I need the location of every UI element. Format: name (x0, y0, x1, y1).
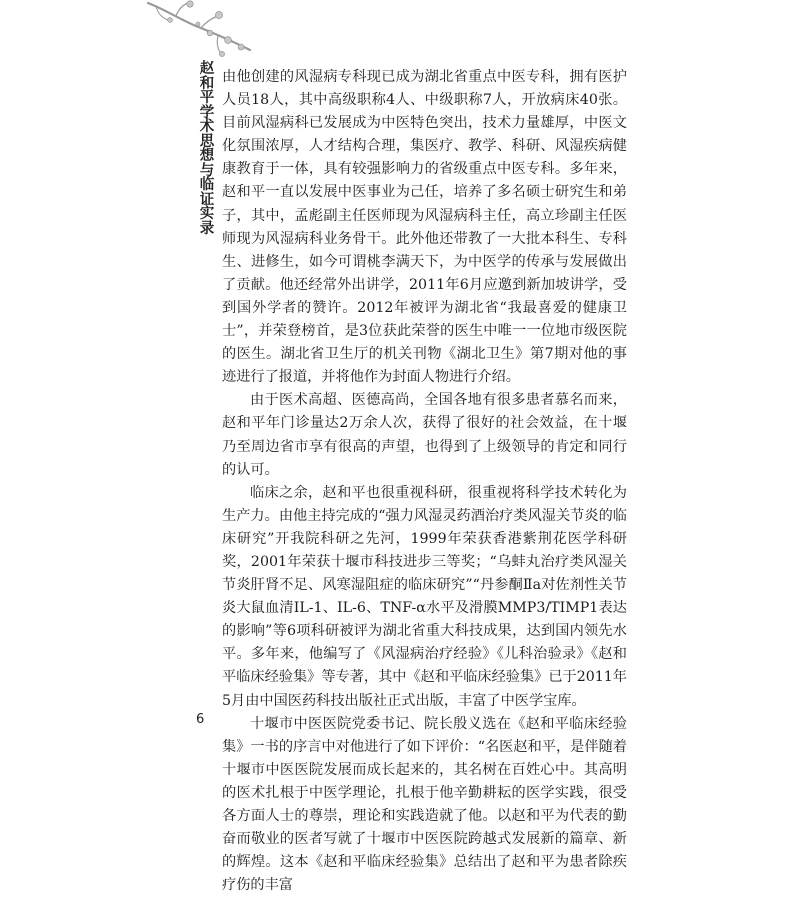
paragraph-2: 由于医术高超、医德高尚，全国各地有很多患者慕名而来，赵和平年门诊量达2万余人次，获得了很好的社会效益，在十堰乃至周边省市享有很高的声望，也得到了上级领导的肯定和同行的认可。 (222, 392, 627, 478)
paragraph-1: 由他创建的风湿病专科现已成为湖北省重点中医专科，拥有医护人员18人，其中高级职称4人、中级职称7人，开放病床40张。目前风湿病科已发展成为中医特色突出，技术力量雄厚，中医文化氛围浓厚，人才结构合理，集医疗、教学、科研、风湿疾病健康教育于一体，具有较强影响力的省级重点中医专科。多年来，赵和平一直以发展中医事业为己任，培养了多名硕士研究生和弟子，其中，孟彪副主任医师现为风湿病科主任，高立珍副主任医师现为风湿病科业务骨干。此外他还带教了一大批本科生、专科生、进修生，如今可谓桃李满天下，为中医学的传承与发展做出了贡献。他还经常外出讲学，2011年6月应邀到新加坡讲学，受到国外学者的赞许。2012年被评为湖北省“我最喜爱的健康卫士”，并荣登榜首，是3位获此荣誉的医生中唯一一位地市级医院的医生。湖北省卫生厅的机关刊物《湖北卫生》第7期对他的事迹进行了报道，并将他作为封面人物进行介绍。 (222, 69, 627, 386)
running-title: 赵和平学术思想与临证实录 (199, 60, 215, 237)
plum-blossom-branch-illustration (146, 0, 256, 58)
body-text (222, 66, 627, 897)
paragraph-3: 临床之余，赵和平也很重视科研，很重视将科学技术转化为生产力。由他主持完成的“强力风湿灵药酒治疗类风湿关节炎的临床研究”开我院科研之先河，1999年荣获香港紫荆花医学科研奖，2001年荣获十堰市科技进步三等奖；“乌蚌丸治疗类风湿关节炎肝肾不足、风寒湿阻症的临床研究”“丹参酮Ⅱa对佐剂性关节炎大鼠血清IL-1、IL-6、TNF-α水平及滑膜MMP3/TIMP1表达的影响”等6项科研被评为湖北省重大科技成果，达到国内领先水平。多年来，他编写了《风湿病治疗经验》《儿科治验录》《赵和平临床经验集》等专著，其中《赵和平临床经验集》已于2011年5月由中国医药科技出版社正式出版，丰富了中医学宝库。 (222, 484, 627, 709)
paragraph-4: 十堰市中医医院党委书记、院长殷义选在《赵和平临床经验集》一书的序言中对他进行了如下评价：“名医赵和平，是伴随着十堰市中医医院发展而成长起来的，其名树在百姓心中。其高明的医术扎根于中医学理论，扎根于他辛勤耕耘的医学实践，很受各方面人士的尊崇，理论和实践造就了他。以赵和平为代表的勤奋而敬业的医者写就了十堰市中医医院跨越式发展新的篇章、新的辉煌。这本《赵和平临床经验集》总结出了赵和平为患者除疾疗伤的丰富 (222, 715, 627, 894)
page-number: 6 (196, 712, 205, 727)
